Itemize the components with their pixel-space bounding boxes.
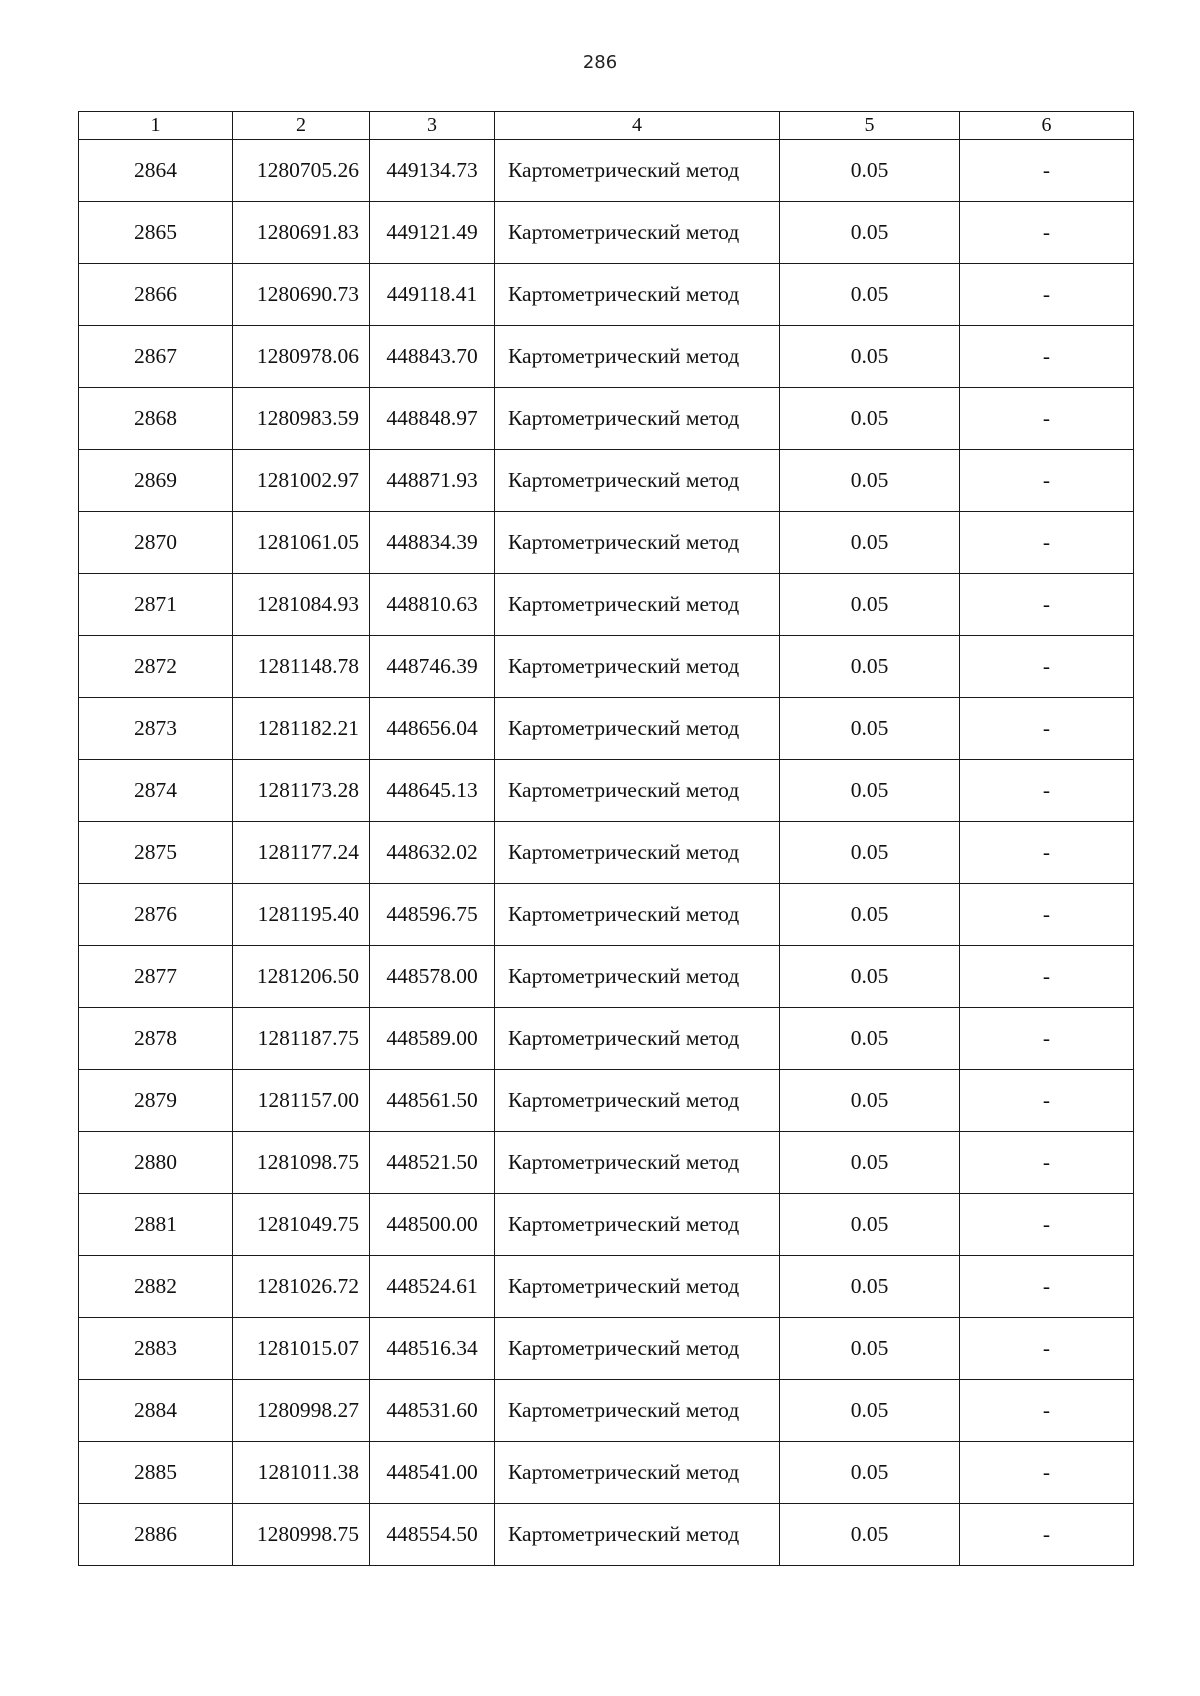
y-coordinate-cell: 448554.50 (370, 1504, 495, 1566)
point-number-cell: 2866 (79, 264, 233, 326)
point-number-cell: 2879 (79, 1070, 233, 1132)
accuracy-cell: 0.05 (780, 698, 960, 760)
column-header-4: 4 (495, 112, 780, 140)
column-header-5: 5 (780, 112, 960, 140)
x-coordinate-cell: 1280691.83 (233, 202, 370, 264)
x-coordinate-cell: 1280998.75 (233, 1504, 370, 1566)
table-row (79, 574, 1134, 636)
method-cell: Картометрический метод (495, 202, 780, 264)
point-number-cell: 2877 (79, 946, 233, 1008)
x-coordinate-cell: 1281011.38 (233, 1442, 370, 1504)
method-cell: Картометрический метод (495, 1132, 780, 1194)
table-row (79, 636, 1134, 698)
note-cell: - (960, 884, 1134, 946)
header-row (79, 112, 1134, 140)
y-coordinate-cell: 449118.41 (370, 264, 495, 326)
y-coordinate-cell: 448578.00 (370, 946, 495, 1008)
point-number-cell: 2871 (79, 574, 233, 636)
table-row (79, 1256, 1134, 1318)
x-coordinate-cell: 1281049.75 (233, 1194, 370, 1256)
accuracy-cell: 0.05 (780, 264, 960, 326)
point-number-cell: 2868 (79, 388, 233, 450)
table-row (79, 1504, 1134, 1566)
x-coordinate-cell: 1281098.75 (233, 1132, 370, 1194)
method-cell: Картометрический метод (495, 636, 780, 698)
note-cell: - (960, 1504, 1134, 1566)
y-coordinate-cell: 448500.00 (370, 1194, 495, 1256)
x-coordinate-cell: 1280998.27 (233, 1380, 370, 1442)
point-number-cell: 2864 (79, 140, 233, 202)
table-row (79, 512, 1134, 574)
point-number-cell: 2883 (79, 1318, 233, 1380)
x-coordinate-cell: 1281182.21 (233, 698, 370, 760)
accuracy-cell: 0.05 (780, 1194, 960, 1256)
y-coordinate-cell: 448810.63 (370, 574, 495, 636)
accuracy-cell: 0.05 (780, 1318, 960, 1380)
method-cell: Картометрический метод (495, 1008, 780, 1070)
point-number-cell: 2886 (79, 1504, 233, 1566)
method-cell: Картометрический метод (495, 822, 780, 884)
x-coordinate-cell: 1281015.07 (233, 1318, 370, 1380)
accuracy-cell: 0.05 (780, 1070, 960, 1132)
table-row (79, 1318, 1134, 1380)
accuracy-cell: 0.05 (780, 1132, 960, 1194)
y-coordinate-cell: 448589.00 (370, 1008, 495, 1070)
method-cell: Картометрический метод (495, 698, 780, 760)
table-row (79, 1380, 1134, 1442)
method-cell: Картометрический метод (495, 264, 780, 326)
table-row (79, 264, 1134, 326)
accuracy-cell: 0.05 (780, 1256, 960, 1318)
method-cell: Картометрический метод (495, 1442, 780, 1504)
accuracy-cell: 0.05 (780, 1504, 960, 1566)
method-cell: Картометрический метод (495, 450, 780, 512)
table-header (79, 112, 1134, 140)
table-body (79, 140, 1134, 1566)
note-cell: - (960, 822, 1134, 884)
note-cell: - (960, 512, 1134, 574)
table-row (79, 1070, 1134, 1132)
point-number-cell: 2875 (79, 822, 233, 884)
point-number-cell: 2881 (79, 1194, 233, 1256)
accuracy-cell: 0.05 (780, 822, 960, 884)
accuracy-cell: 0.05 (780, 512, 960, 574)
point-number-cell: 2865 (79, 202, 233, 264)
x-coordinate-cell: 1281206.50 (233, 946, 370, 1008)
x-coordinate-cell: 1281002.97 (233, 450, 370, 512)
note-cell: - (960, 140, 1134, 202)
note-cell: - (960, 1008, 1134, 1070)
table-row (79, 698, 1134, 760)
point-number-cell: 2867 (79, 326, 233, 388)
table-row (79, 760, 1134, 822)
y-coordinate-cell: 448596.75 (370, 884, 495, 946)
note-cell: - (960, 946, 1134, 1008)
note-cell: - (960, 698, 1134, 760)
coordinates-table (78, 111, 1134, 1566)
note-cell: - (960, 760, 1134, 822)
accuracy-cell: 0.05 (780, 1380, 960, 1442)
column-header-3: 3 (370, 112, 495, 140)
method-cell: Картометрический метод (495, 1070, 780, 1132)
y-coordinate-cell: 448843.70 (370, 326, 495, 388)
table-row (79, 1008, 1134, 1070)
accuracy-cell: 0.05 (780, 946, 960, 1008)
column-header-6: 6 (960, 112, 1134, 140)
point-number-cell: 2876 (79, 884, 233, 946)
x-coordinate-cell: 1281187.75 (233, 1008, 370, 1070)
method-cell: Картометрический метод (495, 884, 780, 946)
accuracy-cell: 0.05 (780, 140, 960, 202)
table-row (79, 1194, 1134, 1256)
table-row (79, 202, 1134, 264)
y-coordinate-cell: 448834.39 (370, 512, 495, 574)
x-coordinate-cell: 1281157.00 (233, 1070, 370, 1132)
note-cell: - (960, 1318, 1134, 1380)
accuracy-cell: 0.05 (780, 636, 960, 698)
point-number-cell: 2882 (79, 1256, 233, 1318)
point-number-cell: 2872 (79, 636, 233, 698)
x-coordinate-cell: 1281061.05 (233, 512, 370, 574)
table-row (79, 946, 1134, 1008)
method-cell: Картометрический метод (495, 140, 780, 202)
note-cell: - (960, 574, 1134, 636)
note-cell: - (960, 1194, 1134, 1256)
x-coordinate-cell: 1280690.73 (233, 264, 370, 326)
y-coordinate-cell: 448746.39 (370, 636, 495, 698)
point-number-cell: 2880 (79, 1132, 233, 1194)
table-row (79, 822, 1134, 884)
accuracy-cell: 0.05 (780, 1442, 960, 1504)
point-number-cell: 2873 (79, 698, 233, 760)
accuracy-cell: 0.05 (780, 450, 960, 512)
x-coordinate-cell: 1281148.78 (233, 636, 370, 698)
method-cell: Картометрический метод (495, 326, 780, 388)
y-coordinate-cell: 448521.50 (370, 1132, 495, 1194)
method-cell: Картометрический метод (495, 1380, 780, 1442)
y-coordinate-cell: 448561.50 (370, 1070, 495, 1132)
accuracy-cell: 0.05 (780, 388, 960, 450)
y-coordinate-cell: 448656.04 (370, 698, 495, 760)
y-coordinate-cell: 449121.49 (370, 202, 495, 264)
table-row (79, 388, 1134, 450)
point-number-cell: 2869 (79, 450, 233, 512)
accuracy-cell: 0.05 (780, 326, 960, 388)
x-coordinate-cell: 1281195.40 (233, 884, 370, 946)
point-number-cell: 2878 (79, 1008, 233, 1070)
note-cell: - (960, 450, 1134, 512)
x-coordinate-cell: 1281026.72 (233, 1256, 370, 1318)
point-number-cell: 2885 (79, 1442, 233, 1504)
y-coordinate-cell: 448848.97 (370, 388, 495, 450)
method-cell: Картометрический метод (495, 574, 780, 636)
x-coordinate-cell: 1281173.28 (233, 760, 370, 822)
y-coordinate-cell: 448632.02 (370, 822, 495, 884)
method-cell: Картометрический метод (495, 1194, 780, 1256)
x-coordinate-cell: 1281177.24 (233, 822, 370, 884)
column-header-2: 2 (233, 112, 370, 140)
column-header-1: 1 (79, 112, 233, 140)
y-coordinate-cell: 449134.73 (370, 140, 495, 202)
table-row (79, 1132, 1134, 1194)
method-cell: Картометрический метод (495, 1256, 780, 1318)
note-cell: - (960, 264, 1134, 326)
y-coordinate-cell: 448871.93 (370, 450, 495, 512)
note-cell: - (960, 388, 1134, 450)
note-cell: - (960, 326, 1134, 388)
page-number: 286 (582, 52, 618, 73)
note-cell: - (960, 636, 1134, 698)
y-coordinate-cell: 448516.34 (370, 1318, 495, 1380)
method-cell: Картометрический метод (495, 388, 780, 450)
x-coordinate-cell: 1280983.59 (233, 388, 370, 450)
note-cell: - (960, 1380, 1134, 1442)
table-row (79, 140, 1134, 202)
accuracy-cell: 0.05 (780, 574, 960, 636)
method-cell: Картометрический метод (495, 946, 780, 1008)
method-cell: Картометрический метод (495, 512, 780, 574)
x-coordinate-cell: 1281084.93 (233, 574, 370, 636)
x-coordinate-cell: 1280978.06 (233, 326, 370, 388)
note-cell: - (960, 1070, 1134, 1132)
note-cell: - (960, 1132, 1134, 1194)
accuracy-cell: 0.05 (780, 760, 960, 822)
y-coordinate-cell: 448541.00 (370, 1442, 495, 1504)
point-number-cell: 2874 (79, 760, 233, 822)
method-cell: Картометрический метод (495, 1504, 780, 1566)
note-cell: - (960, 1256, 1134, 1318)
table-row (79, 450, 1134, 512)
y-coordinate-cell: 448531.60 (370, 1380, 495, 1442)
accuracy-cell: 0.05 (780, 884, 960, 946)
note-cell: - (960, 1442, 1134, 1504)
accuracy-cell: 0.05 (780, 1008, 960, 1070)
y-coordinate-cell: 448645.13 (370, 760, 495, 822)
x-coordinate-cell: 1280705.26 (233, 140, 370, 202)
accuracy-cell: 0.05 (780, 202, 960, 264)
y-coordinate-cell: 448524.61 (370, 1256, 495, 1318)
method-cell: Картометрический метод (495, 760, 780, 822)
method-cell: Картометрический метод (495, 1318, 780, 1380)
table-row (79, 326, 1134, 388)
point-number-cell: 2884 (79, 1380, 233, 1442)
note-cell: - (960, 202, 1134, 264)
point-number-cell: 2870 (79, 512, 233, 574)
table-row (79, 1442, 1134, 1504)
table-row (79, 884, 1134, 946)
